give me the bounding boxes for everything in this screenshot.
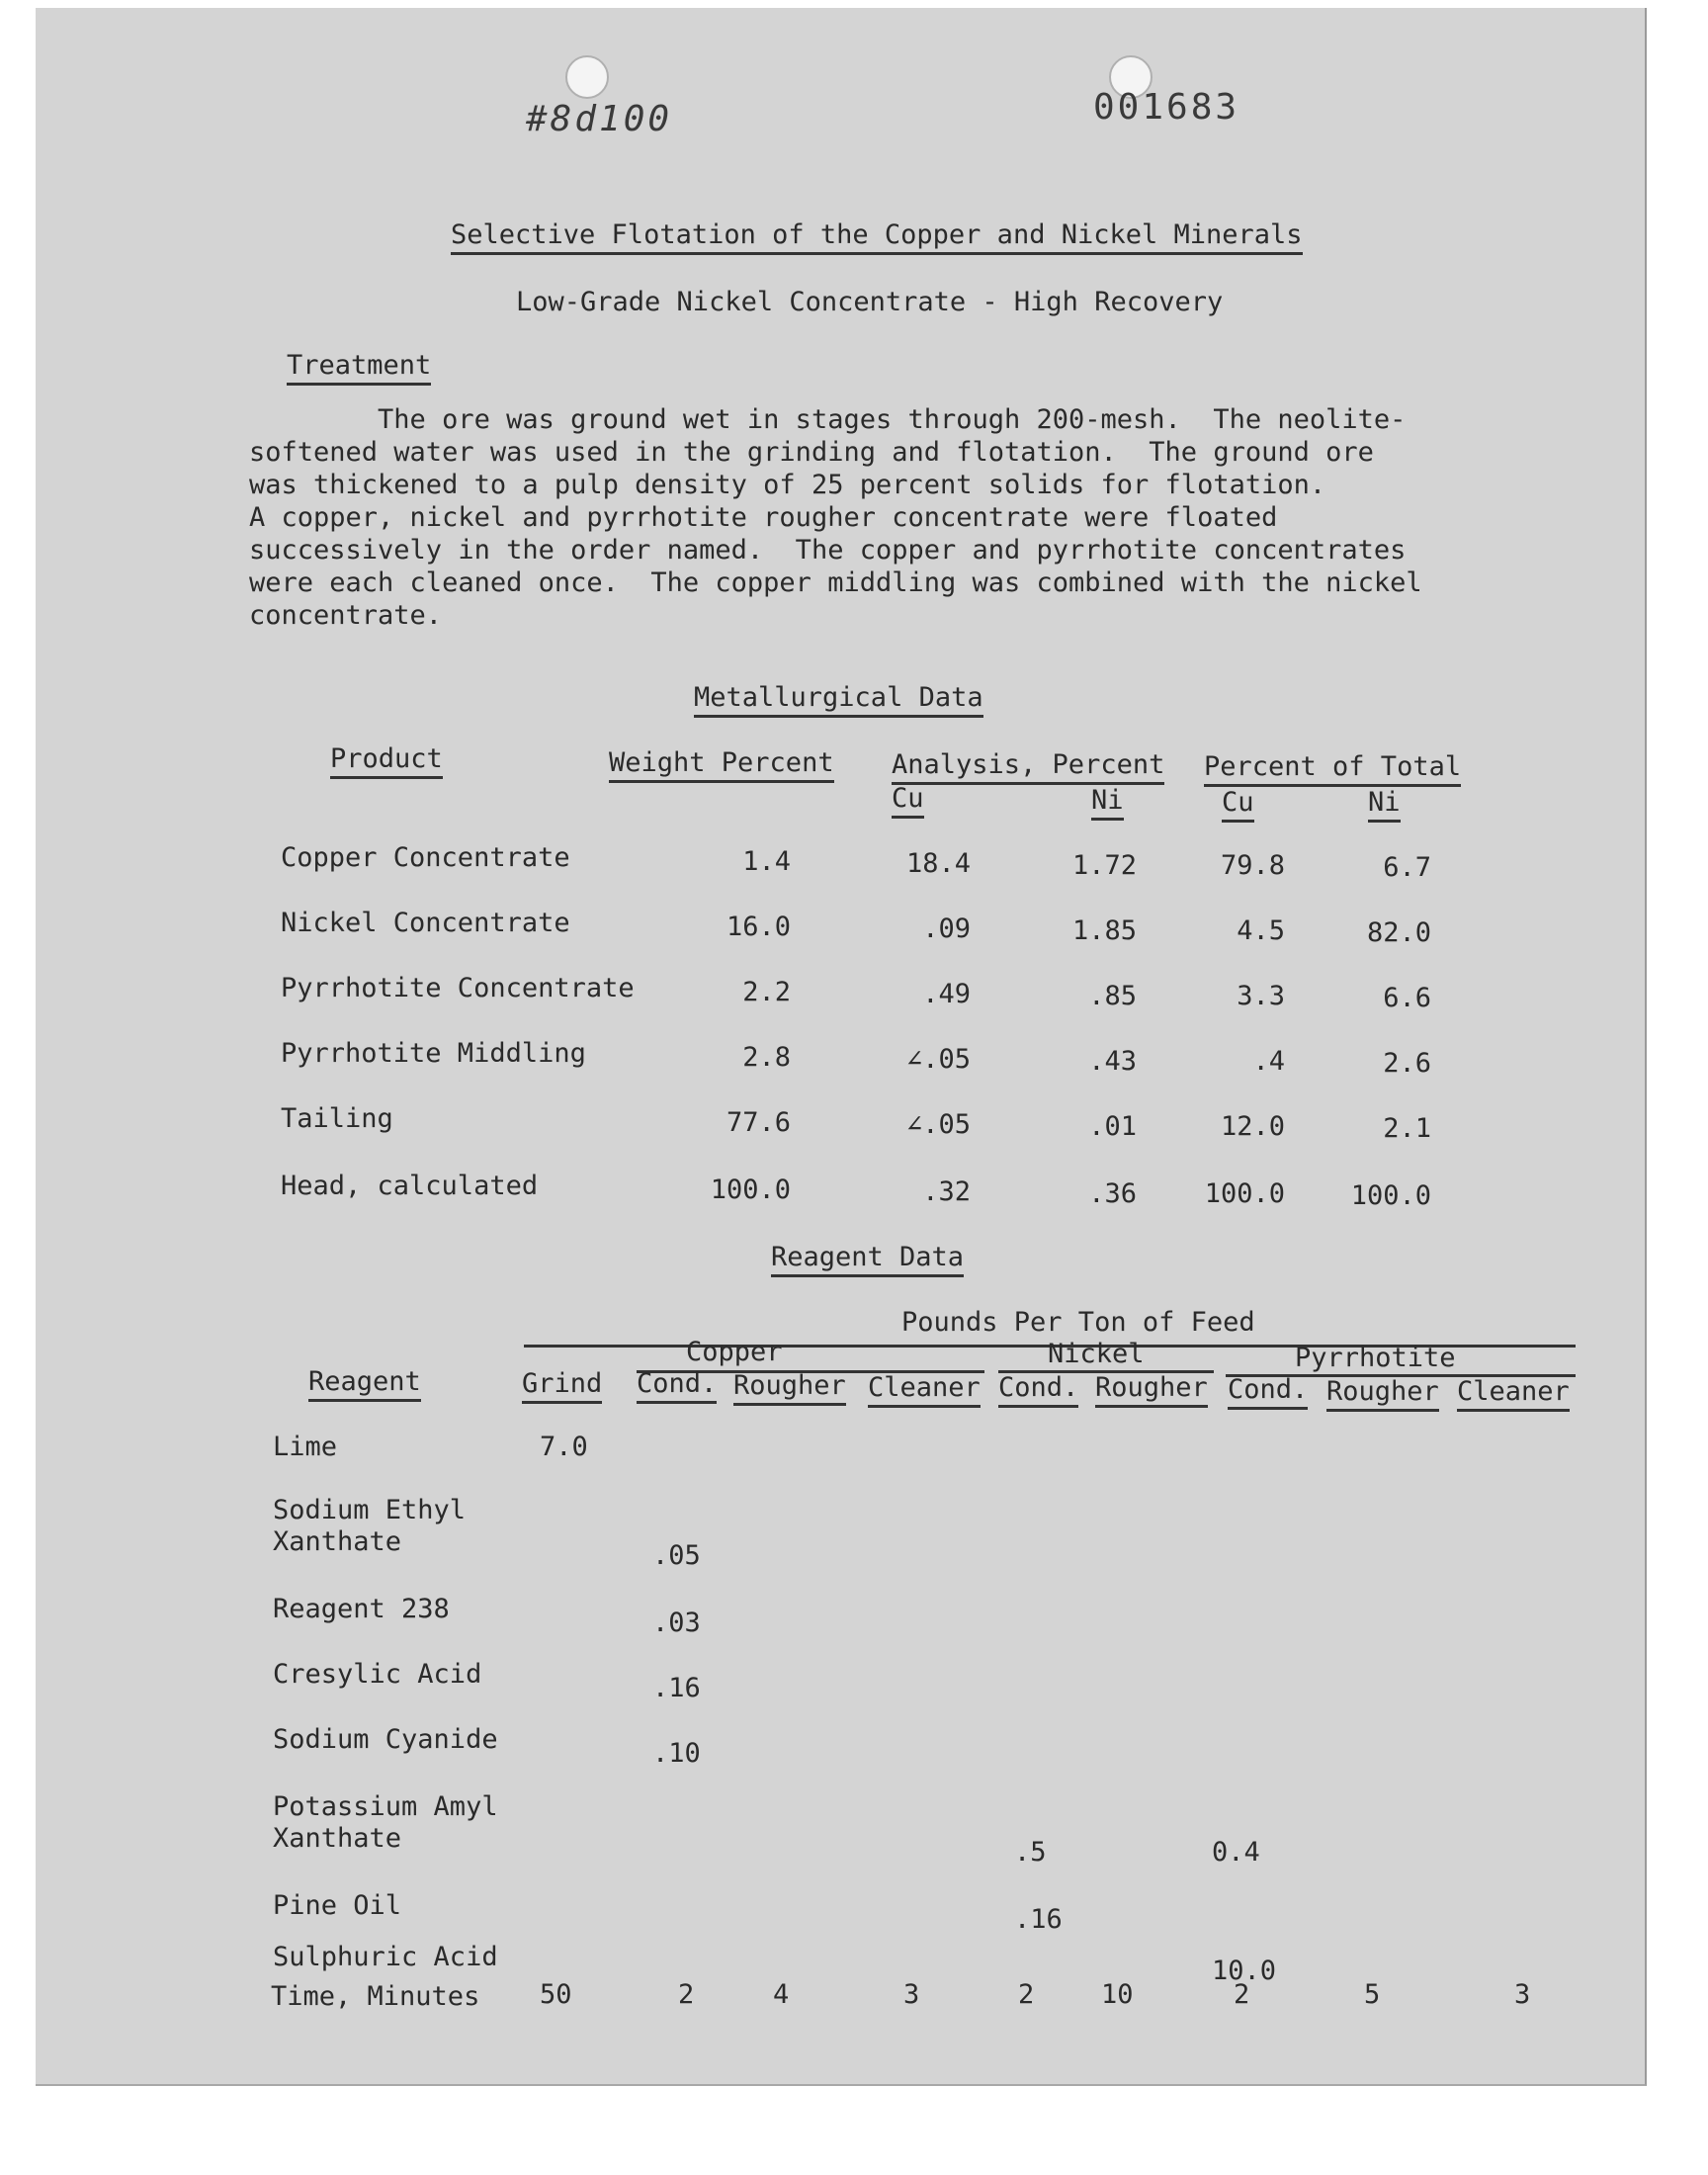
punch-hole-left — [565, 55, 609, 99]
reagent-value-cu-cond: .05 — [652, 1540, 701, 1571]
time-cu-cleaner: 3 — [903, 1979, 920, 2010]
col-header-total: Percent of Total — [1204, 751, 1461, 782]
product-name: Tailing — [281, 1103, 393, 1134]
reagent-value-py-cond: 0.4 — [1212, 1837, 1260, 1868]
metallurgical-heading: Metallurgical Data — [694, 682, 983, 718]
analysis-ni: .36 — [1088, 1178, 1137, 1209]
product-name: Pyrrhotite Middling — [281, 1038, 586, 1069]
product-name: Copper Concentrate — [281, 842, 570, 873]
analysis-ni: .85 — [1088, 981, 1137, 1011]
subheader-analysis-ni: Ni — [1091, 785, 1124, 816]
weight-percent: 1.4 — [742, 846, 791, 877]
group-pyrrhotite: Pyrrhotite — [1295, 1343, 1456, 1373]
time-py-rougher: 5 — [1364, 1979, 1381, 2010]
subheader-analysis-cu: Cu — [892, 783, 924, 814]
total-cu: 100.0 — [1204, 1178, 1285, 1209]
total-ni: 6.6 — [1383, 983, 1431, 1013]
treatment-paragraph: The ore was ground wet in stages through 200-mesh. The neolite- softened water was used in the grinding and flotation. The ground ore was thickened to a pulp density of 25 percent solids for flotation. A copper, nickel and pyrrhotite rougher concentrate were floated successively in the order named. The copper and pyrrhotite concentrates were each cleaned once. The copper middling was combined with the nickel concentrate. — [249, 404, 1422, 631]
reagent-name: Sodium Cyanide — [273, 1724, 498, 1755]
reagent-value-cu-cond: .03 — [652, 1608, 701, 1638]
reagent-name: Lime — [273, 1432, 338, 1462]
analysis-cu: .32 — [922, 1176, 971, 1207]
col-header-analysis: Analysis, Percent — [892, 749, 1164, 780]
analysis-ni: .43 — [1088, 1046, 1137, 1077]
total-cu: 3.3 — [1237, 981, 1285, 1011]
analysis-cu: ∠.05 — [905, 1109, 971, 1140]
reagent-value-grind: 7.0 — [540, 1432, 588, 1462]
analysis-cu: ∠.05 — [905, 1044, 971, 1075]
document-title: Selective Flotation of the Copper and Nickel Minerals — [451, 219, 1303, 255]
reagent-value-py-cond: 10.0 — [1212, 1956, 1277, 1986]
reagent-name: Sulphuric Acid — [273, 1942, 498, 1972]
weight-percent: 16.0 — [726, 912, 791, 942]
weight-percent: 77.6 — [726, 1107, 791, 1138]
time-label: Time, Minutes — [271, 1981, 480, 2012]
col-header-product: Product — [330, 743, 443, 774]
time-py-cond: 2 — [1234, 1979, 1250, 2010]
total-cu: 79.8 — [1220, 850, 1285, 881]
col-header-pyrrhotite-cond: Cond. — [1228, 1374, 1308, 1405]
col-header-nickel-cond: Cond. — [998, 1372, 1078, 1403]
reagent-name: Xanthate — [273, 1823, 402, 1854]
col-header-copper-rougher: Rougher — [733, 1370, 846, 1401]
analysis-cu: .49 — [922, 979, 971, 1009]
weight-percent: 2.2 — [742, 977, 791, 1007]
total-ni: 2.1 — [1383, 1113, 1431, 1144]
reagent-name: Potassium Amyl — [273, 1791, 498, 1822]
time-py-cleaner: 3 — [1514, 1979, 1531, 2010]
document-subtitle: Low-Grade Nickel Concentrate - High Recovery — [516, 287, 1224, 317]
analysis-ni: .01 — [1088, 1111, 1137, 1142]
analysis-ni: 1.72 — [1071, 850, 1137, 881]
total-ni: 82.0 — [1366, 917, 1431, 948]
total-cu: 4.5 — [1237, 915, 1285, 946]
reagent-value-cu-cond: .16 — [652, 1673, 701, 1703]
col-header-copper-cleaner: Cleaner — [868, 1372, 981, 1403]
group-copper: Copper — [686, 1337, 783, 1367]
reagent-value-ni-cond: .16 — [1014, 1904, 1063, 1935]
analysis-ni: 1.85 — [1071, 915, 1137, 946]
file-code-right: 001683 — [1093, 87, 1240, 128]
col-header-nickel-rougher: Rougher — [1095, 1372, 1208, 1403]
reagent-name: Reagent 238 — [273, 1594, 450, 1624]
col-header-reagent: Reagent — [308, 1366, 421, 1397]
subheader-total-ni: Ni — [1368, 787, 1401, 818]
treatment-heading: Treatment — [287, 350, 431, 386]
col-header-grind: Grind — [522, 1368, 602, 1399]
time-ni-rougher: 10 — [1101, 1979, 1134, 2010]
pounds-per-ton-label: Pounds Per Ton of Feed — [901, 1307, 1255, 1338]
time-cu-cond: 2 — [678, 1979, 695, 2010]
reagent-heading: Reagent Data — [771, 1242, 964, 1277]
total-ni: 2.6 — [1383, 1048, 1431, 1079]
total-ni: 100.0 — [1350, 1180, 1431, 1211]
time-cu-rougher: 4 — [773, 1979, 790, 2010]
file-code-left: #8d100 — [526, 99, 673, 139]
analysis-cu: 18.4 — [905, 848, 971, 879]
total-cu: .4 — [1252, 1046, 1285, 1077]
reagent-name: Pine Oil — [273, 1890, 402, 1921]
reagent-value-ni-cond: .5 — [1014, 1837, 1047, 1868]
product-name: Pyrrhotite Concentrate — [281, 973, 635, 1003]
time-grind: 50 — [540, 1979, 572, 2010]
analysis-cu: .09 — [922, 914, 971, 944]
product-name: Nickel Concentrate — [281, 908, 570, 938]
subheader-total-cu: Cu — [1222, 787, 1254, 818]
col-header-weight: Weight Percent — [609, 747, 834, 778]
reagent-name: Sodium Ethyl — [273, 1495, 467, 1525]
reagent-name: Xanthate — [273, 1526, 402, 1557]
total-cu: 12.0 — [1220, 1111, 1285, 1142]
total-ni: 6.7 — [1383, 852, 1431, 883]
col-header-pyrrhotite-cleaner: Cleaner — [1457, 1376, 1570, 1407]
group-nickel: Nickel — [1048, 1339, 1145, 1369]
weight-percent: 2.8 — [742, 1042, 791, 1073]
col-header-pyrrhotite-rougher: Rougher — [1326, 1376, 1439, 1407]
col-header-copper-cond: Cond. — [637, 1368, 717, 1399]
reagent-name: Cresylic Acid — [273, 1659, 482, 1690]
time-ni-cond: 2 — [1018, 1979, 1035, 2010]
weight-percent: 100.0 — [710, 1174, 791, 1205]
reagent-value-cu-cond: .10 — [652, 1738, 701, 1769]
product-name: Head, calculated — [281, 1171, 539, 1201]
